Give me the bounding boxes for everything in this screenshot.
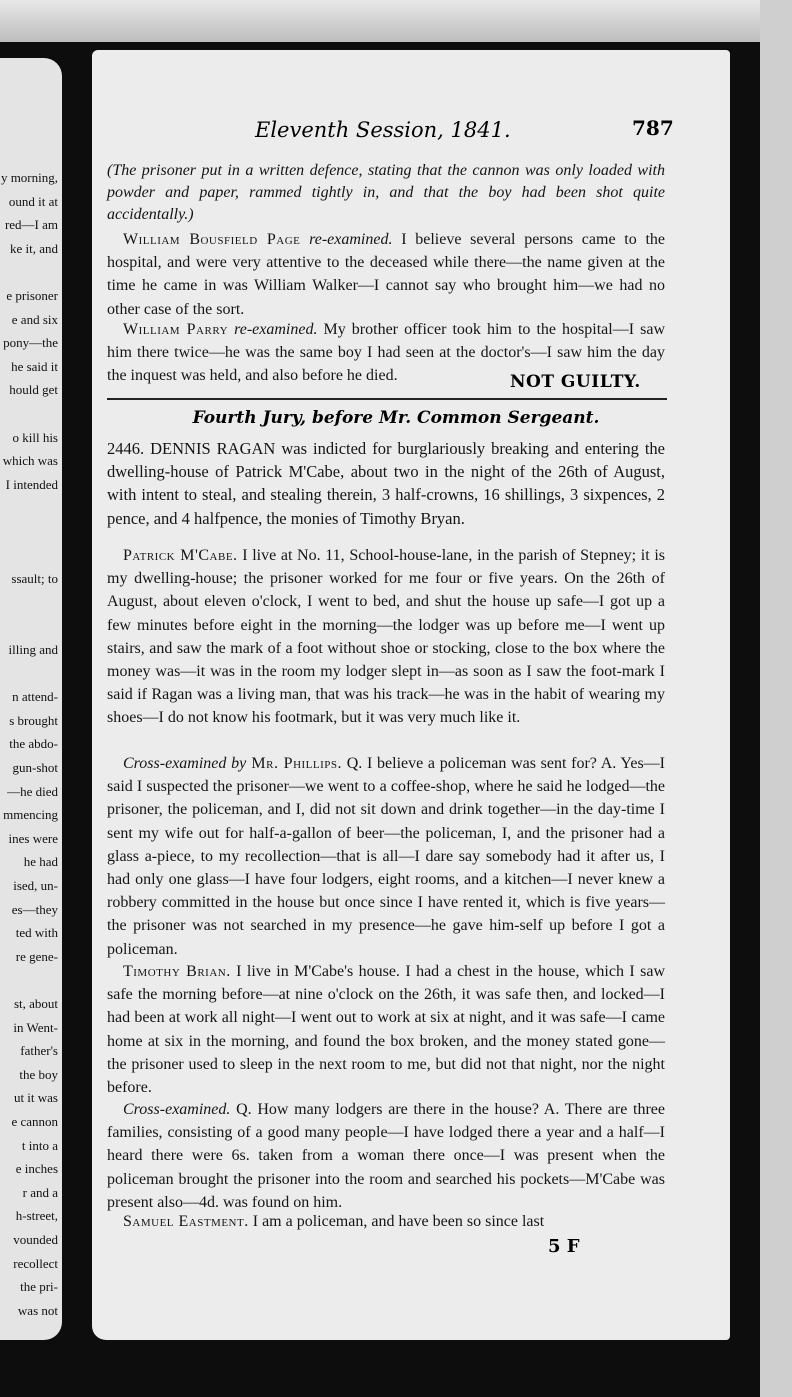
mccabe-testimony <box>107 544 665 730</box>
examination-tag: re-examined. <box>300 231 393 248</box>
left-page-fragment: h-street, <box>15 1208 58 1224</box>
left-page-fragment: re gene- <box>15 948 58 964</box>
left-page-fragment: red—I am <box>4 217 58 233</box>
left-page-fragment: ke it, and <box>9 240 58 256</box>
brian-testimony <box>107 960 665 1099</box>
left-page-fragment: father's <box>20 1043 58 1059</box>
left-page-fragment: was not <box>17 1302 58 1318</box>
running-header-title: Eleventh Session, 1841. <box>255 118 511 142</box>
witness-name: William Bousfield Page <box>123 231 301 248</box>
left-page-fragment: pony—the <box>3 335 58 351</box>
witness-name: Patrick M'Cabe. <box>123 547 238 564</box>
left-page-fragment: hould get <box>9 382 58 398</box>
examination-tag: Cross-examined. <box>123 1101 231 1118</box>
testimony-text: Q. I believe a policeman was sent for? A. Yes—I said I suspected the prisoner—we went to a coffee-shop, where he said he lodged—the prisoner, the policeman, and I, did not sit down and drink together—in the day-time I sent my wife out for half-a-gallon of beer—the policeman, I, and the prisoner had a glass a-piece, to my recollection—that is all—I dare say somebody had it after us, I had only one glass—I have four lodgers, eight rooms, and a kitchen—I never knew a robbery committed in the house but once since I have rented it, which is five years—the prisoner was not searched in my presence—he gave him-self up before I got a policeman. <box>107 755 666 958</box>
witness-name: William Parry <box>123 321 229 338</box>
left-page-fragment: n attend- <box>12 689 58 705</box>
left-page-fragment: the boy <box>19 1066 58 1082</box>
left-page-fragment: ines were <box>8 830 58 846</box>
examination-tag: re-examined. <box>228 321 318 338</box>
left-page-fragment: recollect <box>13 1255 58 1271</box>
mccabe-cross-examination <box>107 752 665 961</box>
section-rule <box>107 398 667 400</box>
left-facing-page <box>0 58 62 1340</box>
left-page-fragment: e and six <box>11 311 58 327</box>
left-page-fragment: ssault; to <box>11 571 58 587</box>
left-page-fragment: he had <box>23 854 58 870</box>
examination-tag: Cross-examined by <box>123 755 247 772</box>
testimony-text: Q. How many lodgers are there in the house? A. There are three families, consisting of a good many people—I have lodged there a year and a half—I heard there were 6s. taken from a woman there once—I was present when the policeman brought the prisoner into the room and searched his pockets—M'Cabe was present also—4d. was found on him. <box>107 1101 665 1211</box>
left-page-fragment: mmencing <box>3 807 58 823</box>
left-page-fragment: —he died <box>7 783 58 799</box>
brian-cross-examination <box>107 1098 665 1214</box>
page-reexamination <box>107 228 665 321</box>
left-page-fragment: illing and <box>8 642 58 657</box>
left-page-fragment: I intended <box>5 476 58 492</box>
left-page-fragment: o kill his <box>12 429 58 445</box>
left-page-fragment: e inches <box>15 1161 58 1177</box>
testimony-text: I live at No. 11, School-house-lane, in the parish of Stepney; it is my dwelling-house; the prisoner worked for me four or five years. On the 26th of August, about eleven o'clock, I went to bed, and shut the house up safe—I got up a few minutes before eight in the morning—the lodger was up before me—I went up stairs, and saw the mark of a foot without shoe or stocking, close to the box where the money was—it was in the room my lodger slept in—as soon as I saw the foot-mark I said if Ragan was a living man, that was his track—he was in the habit of wearing my shoes—I do not know his footmark, but it was very much like it. <box>107 547 665 727</box>
left-page-fragment: he said it <box>11 358 58 374</box>
case-indictment: 2446. DENNIS RAGAN was indicted for burglariously breaking and entering the dwelling-house of Patrick M'Cabe, about two in the night of the 26th of August, with intent to steal, and stealing therein, 3 half-crowns, 16 shillings, 3 sixpences, 2 pence, and 4 halfpence, the monies of Timothy Bryan. <box>107 439 665 528</box>
witness-name: Samuel Eastment. <box>123 1213 249 1230</box>
right-margin-strip <box>760 0 792 1397</box>
page-top-edge <box>0 0 792 42</box>
testimony-text: I believe several persons came to the hospital, and were very attentive to the deceased while there—the name given at the time he came in was William Walker—I cannot say who brought him—we had no other case of the sort. <box>107 231 666 318</box>
testimony-text: I live in M'Cabe's house. I had a chest in the house, which I saw safe the morning before—at nine o'clock on the 26th, it was safe then, and locked—I had been at work all night—I went out to work at six at night, and it was safe—I came home at six in the morning, and found the box broken, and the money stated gone—the prisoner used to sleep in the next room to me, but did not that night, nor the night before. <box>107 963 665 1097</box>
left-page-fragment: the abdo- <box>9 736 58 752</box>
testimony-text: My brother officer took him to the hospital—I saw him there twice—he was the same boy I had seen at the doctor's—I saw him the day the inquest was held, and also before he died. <box>107 321 665 385</box>
testimony-text: I am a policeman, and have been so since last <box>248 1213 545 1230</box>
left-page-fragment: vounded <box>13 1232 58 1247</box>
left-page-fragment: r and a <box>22 1184 58 1200</box>
left-page-fragment: es—they <box>11 901 58 917</box>
left-page-fragment: st, about <box>13 996 58 1011</box>
left-page-fragment: ted with <box>15 925 58 941</box>
eastment-testimony <box>107 1210 665 1233</box>
left-page-fragment: s brought <box>9 712 58 728</box>
left-page-fragment: e prisoner <box>6 288 58 303</box>
left-page-fragment: gun-shot <box>12 760 58 775</box>
left-page-fragment: in Went- <box>13 1019 58 1035</box>
counsel-name: Mr. Phillips. <box>246 755 343 772</box>
witness-name: Timothy Brian. <box>123 963 231 980</box>
verdict: NOT GUILTY. <box>510 372 641 392</box>
left-page-fragment: the pri- <box>20 1279 58 1295</box>
left-page-fragment: which was <box>2 453 58 469</box>
left-page-fragment: ised, un- <box>13 878 58 893</box>
left-page-fragment: ound it at <box>8 193 58 209</box>
left-page-fragment: y morning, <box>0 170 58 185</box>
left-page-fragment: t into a <box>21 1137 58 1153</box>
page-number: 787 <box>632 116 674 140</box>
left-page-fragment: ut it was <box>13 1090 58 1106</box>
signature-mark: 5 F <box>548 1236 580 1257</box>
left-page-fragment: e cannon <box>11 1114 58 1129</box>
defence-paragraph: (The prisoner put in a written defence, stating that the cannon was only loaded with powder and paper, rammed tightly in, and that the boy had been shot quite accidentally.) <box>107 162 665 223</box>
jury-heading: Fourth Jury, before Mr. Common Sergeant. <box>192 408 600 428</box>
